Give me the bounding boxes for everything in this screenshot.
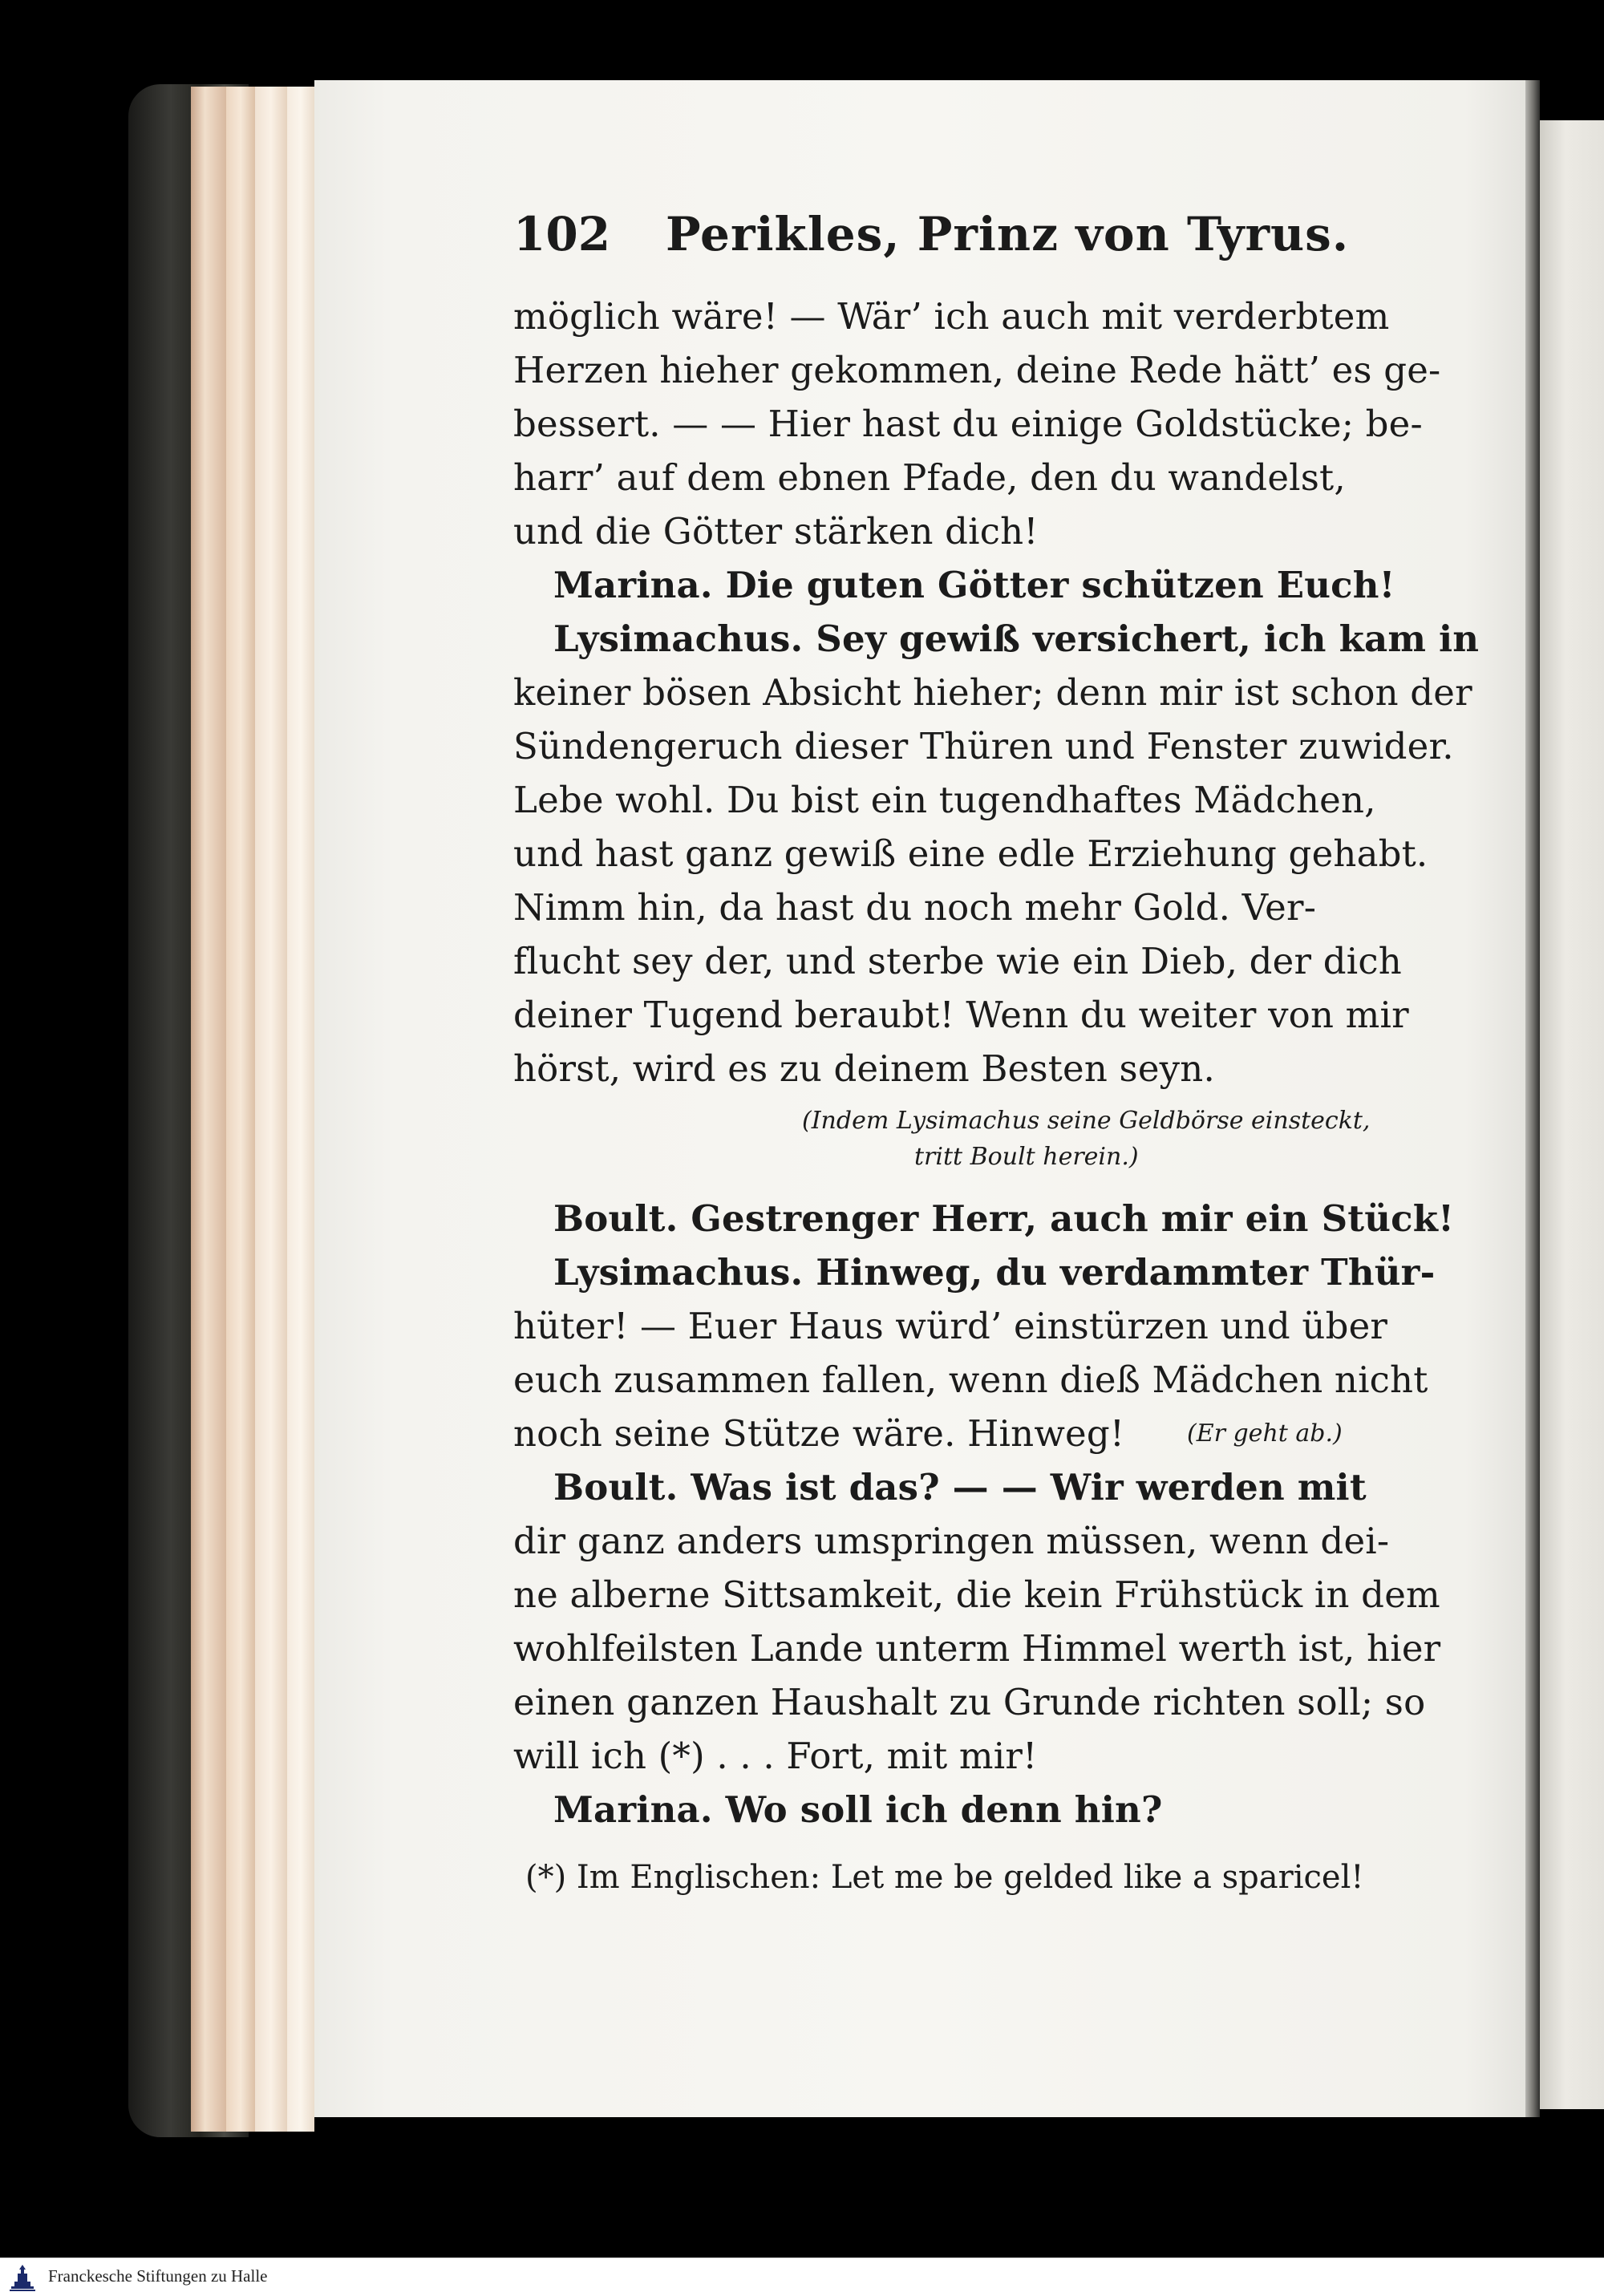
institution-name: Franckesche Stiftungen zu Halle bbox=[48, 2266, 268, 2286]
text-line: und die Götter stärken dich! bbox=[513, 510, 1039, 553]
text-line: euch zusammen fallen, wenn dieß Mädchen nicht bbox=[513, 1359, 1428, 1401]
speech-line: Boult. Gestrenger Herr, auch mir ein Stück! bbox=[553, 1197, 1455, 1240]
text-line: keiner bösen Absicht hieher; denn mir ist schon der bbox=[513, 671, 1472, 714]
text-line: flucht sey der, und sterbe wie ein Dieb, der dich bbox=[513, 940, 1402, 982]
franckesche-stiftungen-logo-icon bbox=[6, 2262, 38, 2293]
text-line: Nimm hin, da hast du noch mehr Gold. Ver- bbox=[513, 886, 1317, 929]
text-line: wohlfeilsten Lande unterm Himmel werth ist, hier bbox=[513, 1627, 1441, 1670]
running-title: Perikles, Prinz von Tyrus. bbox=[666, 207, 1350, 261]
text-line: noch seine Stütze wäre. Hinweg! bbox=[513, 1412, 1125, 1455]
text-line: einen ganzen Haushalt zu Grunde richten soll; so bbox=[513, 1681, 1426, 1723]
speech-line: Boult. Was ist das? — — Wir werden mit bbox=[553, 1466, 1367, 1508]
text-line: Sündengeruch dieser Thüren und Fenster zuwider. bbox=[513, 725, 1454, 767]
stage-direction: tritt Boult herein.) bbox=[914, 1143, 1139, 1171]
facing-page-edge bbox=[1540, 120, 1604, 2109]
running-header bbox=[513, 207, 1379, 271]
text-line: hüter! — Euer Haus würd’ einstürzen und über bbox=[513, 1305, 1388, 1347]
page-edges bbox=[191, 87, 226, 2132]
speech-line: Marina. Die guten Götter schützen Euch! bbox=[553, 564, 1395, 606]
text-line: deiner Tugend beraubt! Wenn du weiter von mir bbox=[513, 994, 1409, 1036]
text-line: möglich wäre! — Wär’ ich auch mit verderbtem bbox=[513, 295, 1390, 338]
text-line: Lebe wohl. Du bist ein tugendhaftes Mädchen, bbox=[513, 779, 1376, 821]
stage-direction: (Indem Lysimachus seine Geldbörse einsteckt, bbox=[802, 1107, 1371, 1135]
speech-line: Lysimachus. Sey gewiß versichert, ich kam in bbox=[553, 618, 1480, 660]
speech-line: Lysimachus. Hinweg, du verdammter Thür- bbox=[553, 1251, 1436, 1294]
book-gutter bbox=[1525, 80, 1540, 2117]
text-line: harr’ auf dem ebnen Pfade, den du wandelst, bbox=[513, 456, 1346, 499]
text-line: bessert. — — Hier hast du einige Goldstücke; be- bbox=[513, 403, 1423, 445]
viewer-footer bbox=[0, 2258, 1604, 2296]
page-edges bbox=[255, 87, 287, 2132]
text-line: Herzen hieher gekommen, deine Rede hätt’ es ge- bbox=[513, 349, 1441, 391]
text-line: und hast ganz gewiß eine edle Erziehung gehabt. bbox=[513, 832, 1428, 875]
speech-line: Marina. Wo soll ich denn hin? bbox=[553, 1788, 1163, 1831]
page-edges bbox=[226, 87, 255, 2132]
text-line: dir ganz anders umspringen müssen, wenn dei- bbox=[513, 1520, 1390, 1562]
text-line: hörst, wird es zu deinem Besten seyn. bbox=[513, 1047, 1215, 1090]
stage-direction: (Er geht ab.) bbox=[1187, 1419, 1343, 1448]
text-line: will ich (*) . . . Fort, mit mir! bbox=[513, 1735, 1038, 1777]
page-number: 102 bbox=[513, 207, 611, 261]
footnote: (*) Im Englischen: Let me be gelded like a sparicel! bbox=[525, 1859, 1364, 1896]
page-edges bbox=[287, 87, 314, 2132]
text-line: ne alberne Sittsamkeit, die kein Frühstück in dem bbox=[513, 1573, 1440, 1616]
